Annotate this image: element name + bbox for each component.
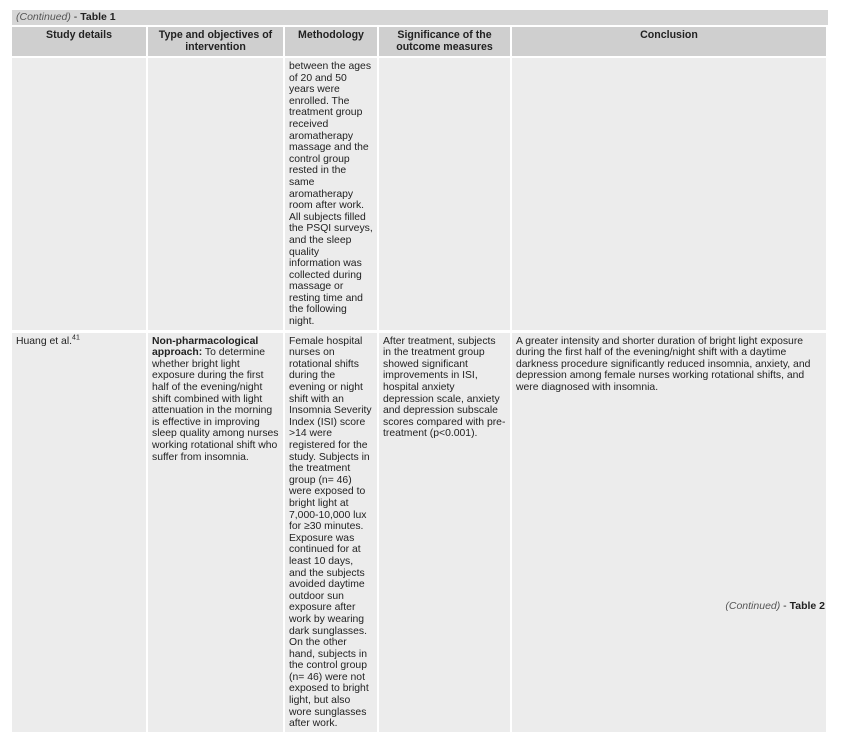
cell-study-details [12,58,146,333]
table-footer [725,600,825,612]
cell-significance [379,58,510,333]
caption-separator: - [70,11,81,23]
cell-conclusion [512,58,826,333]
footer-continued: (Continued) [725,600,781,612]
cell-type-objectives [148,333,283,732]
cell-study-details [12,333,146,732]
column-header-significance: Significance of the outcome measures [379,25,510,58]
caption-continued: (Continued) [16,11,71,23]
intervention-objective: To determine whether bright light exposure during the first half of the evening/night shift combined with light attenuation in the morning is effective in improving sleep quality among nurses working rotational shift who suffer from insomnia. [152,347,279,463]
column-header-methodology: Methodology [285,25,377,58]
table-caption [12,10,828,25]
cell-methodology: between the ages of 20 and 50 years were enrolled. The treatment group received aromatherapy massage and the control group rested in the same aromatherapy room after work. All subjects filled the PSQI surveys, and the sleep quality information was collected during massage or resting time and the following night. [285,58,377,333]
table-row [12,333,826,732]
column-header-conclusion: Conclusion [512,25,826,58]
column-header-study-details: Study details [12,25,146,58]
study-reference: 41 [72,334,80,342]
cell-methodology: Female hospital nurses on rotational shifts during the evening or night shift with an Insomnia Severity Index (ISI) score >14 were registered for the study. Subjects in the treatment group (n= 46) were exposed to bright light at 7,000-10,000 lux for ≥30 minutes. Exposure was continued for at least 10 days, and the subjects avoided daytime outdoor sun exposure after work by wearing dark sunglasses. On the other hand, subjects in the control group (n= 46) were not exposed to bright light, but also wore sunglasses after work. [285,333,377,732]
study-author: Huang et al. [16,335,73,347]
footer-separator: - [780,600,790,612]
footer-table-name: Table 2 [789,600,825,612]
cell-conclusion: A greater intensity and shorter duration of bright light exposure during the first half of the evening/night shift with a daytime darkness procedure significantly reduced insomnia, anxiety, and depression among female nurses working rotational shifts, and were diagnosed with insomnia. [512,333,826,732]
cell-significance: After treatment, subjects in the treatment group showed significant improvements in ISI, hospital anxiety depression scale, anxiety and depression subscale scores compared with pre-treatment (p<0.001). [379,333,510,732]
cell-type-objectives [148,58,283,333]
table-row [12,58,826,333]
document-page [12,10,828,732]
caption-table-name: Table 1 [80,11,116,23]
study-table [10,25,828,732]
column-header-type-objectives: Type and objectives of intervention [148,25,283,58]
intervention-type: Non-pharmacological approach: [152,335,259,359]
table-header-row [12,25,826,58]
